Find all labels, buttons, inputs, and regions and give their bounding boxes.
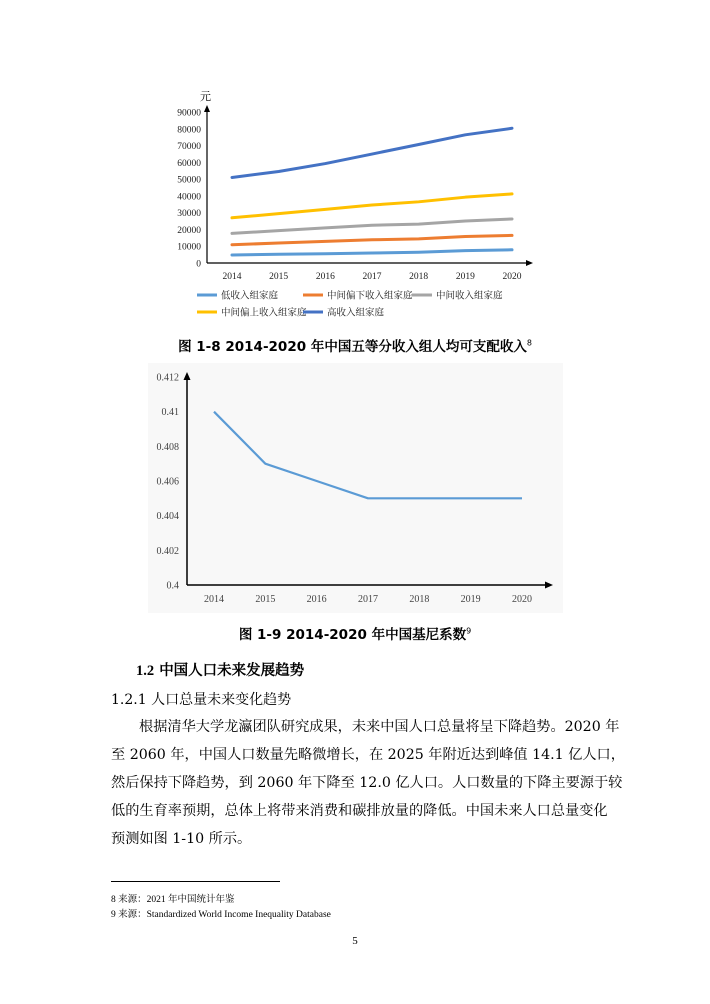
- y-tick-label: 20000: [177, 225, 201, 236]
- y-tick-label: 0.408: [156, 441, 179, 453]
- body-paragraph: [111, 713, 625, 853]
- y-tick-label: 0.4: [166, 580, 179, 592]
- series-line: [232, 250, 512, 255]
- x-tick-label: 2016: [315, 272, 335, 282]
- y-unit-label: 元: [200, 91, 211, 103]
- x-tick-label: 2017: [358, 594, 378, 605]
- x-tick-label: 2019: [455, 272, 475, 282]
- x-tick-label: 2018: [409, 272, 429, 282]
- x-tick-label: 2016: [306, 594, 327, 605]
- x-axis-arrow: [526, 260, 533, 266]
- series-line: [232, 128, 512, 177]
- income-chart: [150, 88, 560, 328]
- x-tick-label: 2014: [204, 594, 224, 605]
- paragraph-line: 然后保持下降趋势，到 2060 年下降至 12.0 亿人口。人口数量的下降主要源于较: [111, 775, 623, 791]
- caption-text: 图 1-9 2014-2020 年中国基尼系数: [238, 627, 467, 643]
- x-tick-label: 2014: [222, 272, 242, 282]
- figure-caption-1-8: [0, 335, 710, 355]
- footnote-8: 8 来源：2021 年中国统计年鉴: [111, 895, 235, 905]
- y-tick-label: 40000: [177, 192, 201, 203]
- paragraph-line: 根据清华大学龙瀛团队研究成果，未来中国人口总量将呈下降趋势。2020 年: [139, 719, 620, 735]
- y-tick-label: 0.402: [156, 545, 179, 557]
- y-tick-label: 0.404: [156, 511, 179, 523]
- section-title: 中国人口未来发展趋势: [159, 663, 305, 679]
- gini-chart: [148, 363, 563, 613]
- y-tick-label: 0.41: [161, 407, 179, 419]
- footnote-marker: 8: [526, 338, 532, 348]
- y-tick-label: 0.412: [156, 372, 179, 384]
- x-tick-label: 2015: [269, 272, 289, 282]
- x-tick-label: 2020: [512, 594, 532, 605]
- y-tick-label: 80000: [177, 125, 201, 136]
- y-tick-label: 10000: [177, 242, 201, 253]
- series-line: [232, 194, 512, 218]
- paragraph-line: 预测如图 1-10 所示。: [111, 831, 252, 847]
- figure-caption-1-9: [0, 623, 710, 643]
- legend-label: 中间偏下收入组家庭: [327, 290, 413, 302]
- caption-text: 图 1-8 2014-2020 年中国五等分收入组人均可支配收入: [178, 339, 527, 355]
- x-tick-label: 2017: [362, 272, 382, 282]
- page-number: 5: [352, 935, 358, 947]
- y-axis-arrow: [204, 105, 210, 112]
- legend-label: 中间收入组家庭: [436, 290, 503, 302]
- y-tick-label: 90000: [177, 108, 201, 119]
- footnote-marker: 9: [466, 626, 472, 636]
- legend-label: 中间偏上收入组家庭: [221, 307, 307, 319]
- y-tick-label: 70000: [177, 142, 201, 153]
- y-tick-label: 60000: [177, 158, 201, 169]
- legend-label: 低收入组家庭: [221, 290, 279, 302]
- footnote-rule: [111, 881, 280, 882]
- subsection-heading: 1.2.1 人口总量未来变化趋势: [111, 692, 292, 708]
- y-tick-label: 0.406: [156, 476, 179, 488]
- section-heading: [136, 659, 304, 680]
- section-number: 1.2: [136, 663, 155, 679]
- x-tick-label: 2018: [409, 594, 430, 605]
- x-tick-label: 2015: [255, 594, 276, 605]
- x-tick-label: 2019: [460, 594, 481, 605]
- y-tick-label: 50000: [177, 175, 201, 186]
- series-line: [232, 235, 512, 244]
- paragraph-line: 低的生育率预期，总体上将带来消费和碳排放量的降低。中国未来人口总量变化: [111, 803, 608, 819]
- series-line: [232, 219, 512, 233]
- footnote-9: 9 来源：Standardized World Income Inequality Database: [111, 910, 331, 920]
- paragraph-line: 至 2060 年，中国人口数量先略微增长，在 2025 年附近达到峰值 14.1 亿人口，: [111, 747, 625, 763]
- y-tick-label: 30000: [177, 209, 201, 220]
- legend-label: 高收入组家庭: [327, 307, 385, 319]
- y-tick-label: 0: [196, 259, 201, 270]
- x-tick-label: 2020: [502, 272, 522, 282]
